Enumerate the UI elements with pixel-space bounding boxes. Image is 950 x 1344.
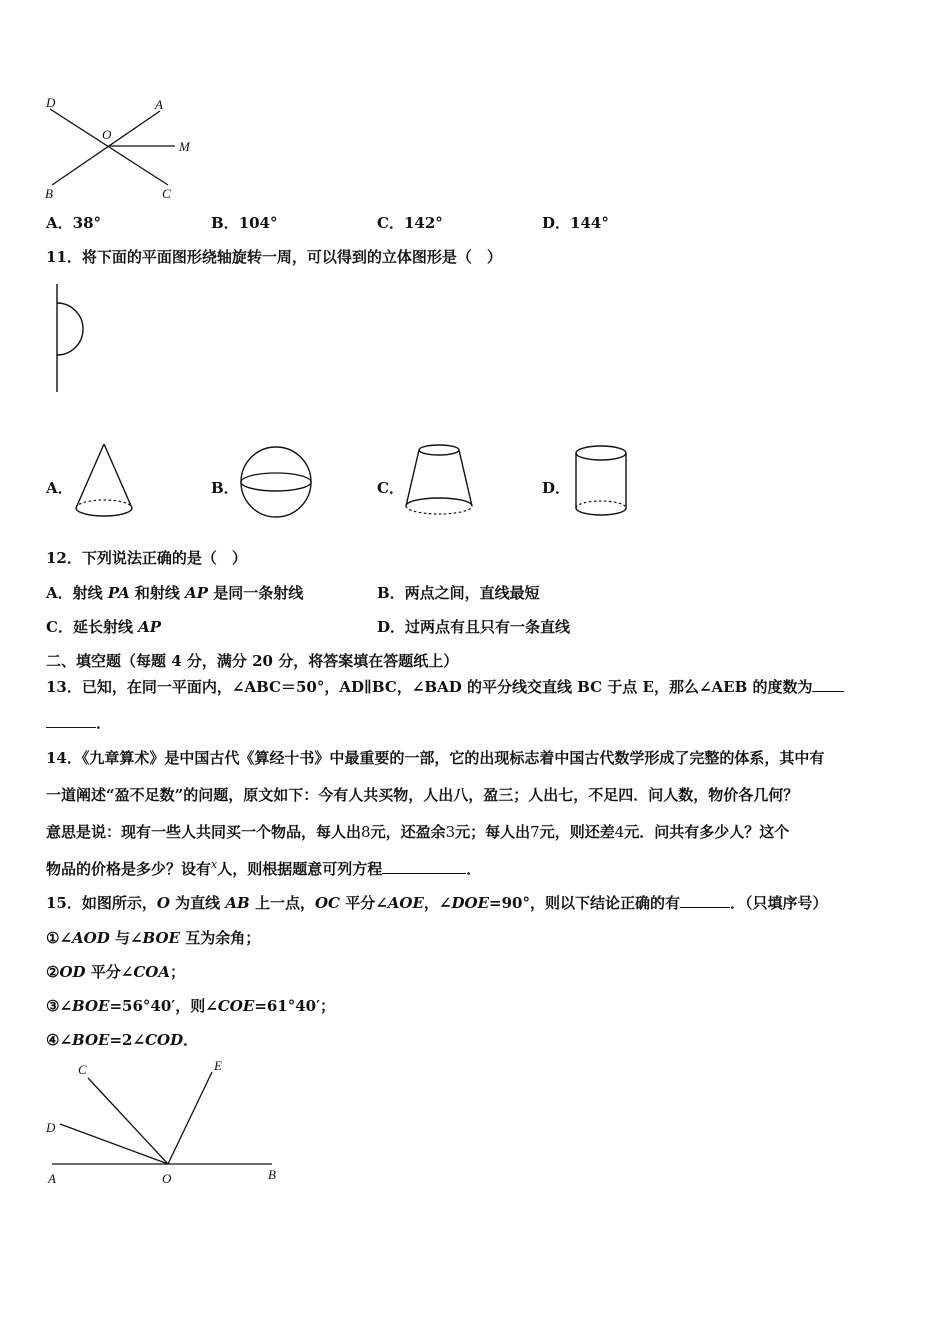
label-C: C	[78, 1062, 87, 1077]
ray-OC	[88, 1078, 168, 1164]
label-E: E	[214, 1058, 222, 1073]
q13-continuation: ．	[46, 712, 111, 733]
ray-OD	[60, 1124, 168, 1164]
option-letter: A．	[46, 214, 73, 232]
option-letter: D．	[542, 214, 571, 232]
q11-stem: 11．将下面的平面图形绕轴旋转一周，可以得到的立体图形是（ ）	[46, 248, 502, 266]
q10-option-b[interactable]	[211, 212, 278, 233]
q12-option-a[interactable]: A．射线 PA 和射线 AP 是同一条射线	[46, 584, 304, 602]
label-A: A	[48, 1171, 56, 1186]
label-M: M	[179, 139, 190, 154]
q10-option-d[interactable]	[542, 212, 609, 233]
q12-option-b[interactable]: B．两点之间，直线最短	[377, 584, 540, 602]
frustum-icon[interactable]	[402, 440, 482, 520]
label-O: O	[162, 1171, 172, 1186]
section-title: 二、填空题（每题 4 分，满分 20 分，将答案填在答题纸上）	[46, 652, 459, 670]
q11-option-d[interactable]: D．	[542, 479, 571, 497]
sphere-icon[interactable]	[239, 444, 319, 524]
option-text: 142°	[403, 214, 443, 232]
q12-option-d[interactable]: D．过两点有且只有一条直线	[377, 618, 571, 636]
option-text: 38°	[72, 214, 102, 232]
label-C: C	[162, 186, 171, 201]
label-O: O	[102, 127, 112, 142]
answer-blank[interactable]	[382, 859, 466, 874]
cone-icon[interactable]	[70, 440, 140, 520]
q12-stem: 12．下列说法正确的是（ ）	[46, 549, 247, 567]
q14-line-1: 14．《九章算术》是中国古代《算经十书》中最重要的一部，它的出现标志着中国古代数学形成了完整的体系，其中有	[46, 749, 825, 767]
q15-statement-4: ④∠BOE=2∠COD．	[46, 1031, 199, 1049]
option-letter: C．	[377, 214, 404, 232]
q14-line-4: 物品的价格是多少？设有$^x$人，则根据题意可列方程 ．	[46, 858, 482, 878]
option-text: 144°	[570, 214, 609, 232]
label-D: D	[46, 95, 56, 110]
answer-blank[interactable]	[812, 677, 844, 692]
label-D: D	[46, 1120, 56, 1135]
option-letter: B．	[211, 214, 239, 232]
q15-statement-2: ②OD 平分∠COA；	[46, 963, 185, 981]
q11-semicircle-figure	[45, 282, 105, 397]
label-B: B	[268, 1167, 276, 1182]
q11-option-c[interactable]: C．	[377, 479, 404, 497]
q12-option-c[interactable]: C．延长射线 AP	[46, 618, 162, 636]
cylinder-icon[interactable]	[574, 442, 644, 522]
ray-OE	[168, 1072, 212, 1164]
q15-stem: 15．如图所示，O 为直线 AB 上一点，OC 平分∠AOE，∠DOE=90°，则以下结论正确的有 ．（只填序号）	[46, 894, 828, 912]
q10-option-c[interactable]	[377, 212, 443, 233]
q15-angle-figure	[42, 1058, 292, 1188]
q11-option-b[interactable]: B．	[211, 479, 239, 497]
semicircle-arc	[57, 303, 83, 355]
q11-option-a[interactable]: A．	[46, 479, 73, 497]
answer-blank[interactable]	[46, 713, 96, 728]
option-text: 104°	[238, 214, 278, 232]
q14-line-3: 意思是说：现有一些人共同买一个物品，每人出8元，还盈余3元；每人出7元，则还差4元．问共有多少人？这个	[46, 823, 790, 841]
q10-angle-figure	[40, 95, 210, 200]
answer-blank[interactable]	[680, 893, 730, 908]
line-AB	[52, 111, 160, 185]
q14-line-2: 一道阐述“盈不足数”的问题，原文如下：今有人共买物，人出八，盈三；人出七，不足四．问人数，物价各几何？	[46, 786, 799, 804]
q10-option-a[interactable]	[46, 212, 101, 233]
q15-statement-1: ①∠AOD 与∠BOE 互为余角；	[46, 929, 261, 947]
q15-statement-3: ③∠BOE=56°40′，则∠COE=61°40′；	[46, 997, 336, 1015]
label-B: B	[45, 186, 53, 201]
label-A: A	[155, 97, 163, 112]
q13-text: 13．已知，在同一平面内，∠ABC＝50°，AD∥BC，∠BAD 的平分线交直线 BC 于点 E，那么∠AEB 的度数为	[46, 676, 844, 697]
